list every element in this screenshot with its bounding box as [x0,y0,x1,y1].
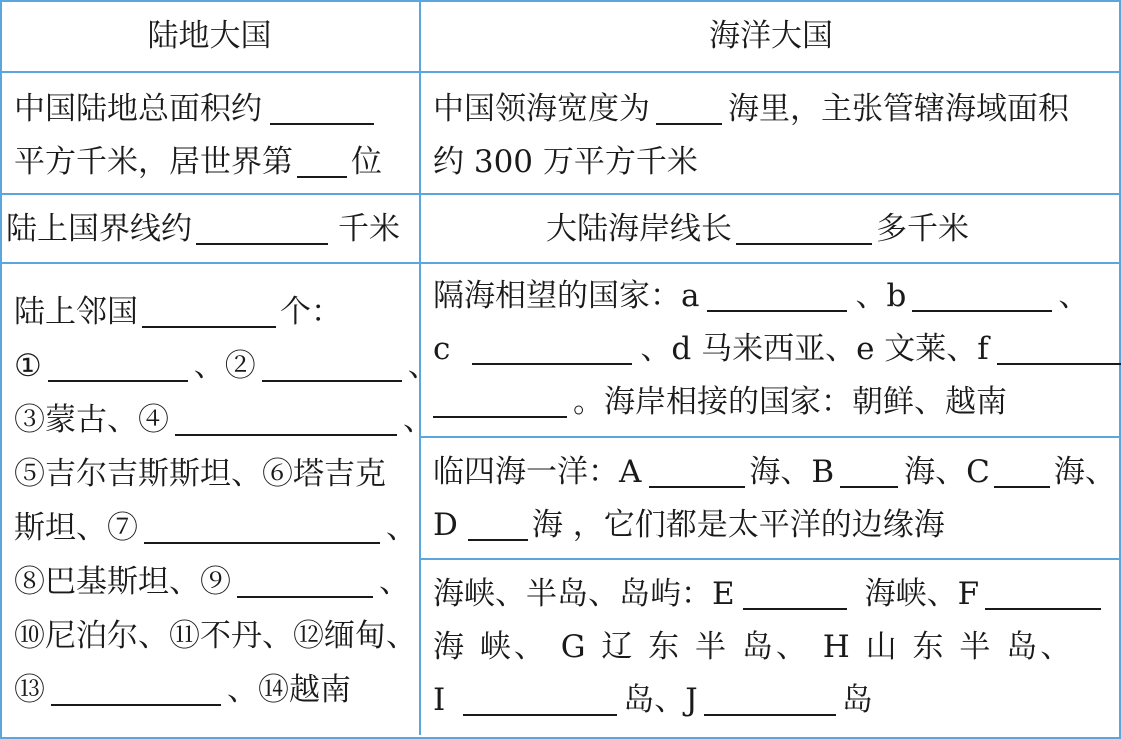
row-divider [0,71,1121,73]
blank-coastline[interactable] [736,213,872,245]
text: 海 ，它们都是太平洋的边缘海 [531,507,945,543]
text: 中国陆地总面积约 [14,91,262,127]
text: 千米 [338,211,400,247]
text: D [433,507,458,543]
blank-land-border[interactable] [196,213,328,245]
text: 海、 [1053,454,1116,490]
straits-line [433,621,1101,674]
sea-area-line1 [433,83,1069,136]
straits-line [433,568,1101,621]
neighbors-line [14,501,439,555]
neighbors-line [14,339,439,393]
blank-country-b[interactable] [912,280,1052,312]
blank-territorial-sea[interactable] [656,93,722,125]
text: c [433,331,451,367]
text: 海、C [904,454,990,490]
blank-country-f-cont[interactable] [433,386,567,418]
blank-country-f[interactable] [997,333,1121,365]
text: 隔海相望的国家：a [433,278,700,314]
text: ⑤吉尔吉斯斯坦、⑥塔吉克 [14,456,386,492]
blank-sea-c[interactable] [994,456,1050,488]
blank-neighbor-7[interactable] [144,512,380,544]
text: 、 [403,402,434,438]
text: ⑬ [14,672,45,708]
neighbors-line [14,609,439,663]
text: 、 [407,348,439,384]
text: 中国领海宽度为 [433,91,650,127]
blank-country-c[interactable] [472,333,632,365]
blank-sea-b[interactable] [840,456,898,488]
text: 海峡、半岛、岛屿：E [433,576,735,612]
text: 大陆海岸线长 [546,211,732,247]
text: 平方千米，居世界第 [14,144,293,180]
land-area-cell [14,83,382,189]
text: 斯坦、⑦ [14,510,138,546]
neighbors-line [14,555,439,609]
four-seas-line [433,446,1116,499]
text: I [433,682,446,718]
neighbors-line [14,663,439,717]
coastline-cell [546,203,969,256]
land-neighbors-cell [14,285,439,717]
blank-strait-e[interactable] [743,578,847,610]
text: 岛 [841,682,873,718]
text: ⑧巴基斯坦、⑨ [14,564,231,600]
straits-line [433,674,1101,727]
neighbors-line [14,447,439,501]
text: 、 [1058,278,1090,314]
sea-neighbors-cell [433,270,1121,429]
sea-neighbors-line [433,323,1121,376]
text: 临四海一洋：A [433,454,642,490]
sea-neighbors-line [433,376,1121,429]
row-divider [421,436,1121,438]
blank-neighbor-1[interactable] [48,350,188,382]
text: 、② [193,348,256,384]
blank-strait-f[interactable] [985,578,1101,610]
blank-neighbor-4[interactable] [175,404,397,436]
blank-land-area[interactable] [270,93,374,125]
blank-country-a[interactable] [707,280,847,312]
blank-neighbor-13[interactable] [51,674,221,706]
row-divider [0,262,1121,264]
four-seas-cell [433,446,1116,552]
text: 。海岸相接的国家：朝鲜、越南 [573,384,1007,420]
blank-land-rank[interactable] [297,146,347,178]
text: ⑩尼泊尔、⑪不丹、⑫缅甸、 [14,618,417,654]
text: 陆上邻国 [14,294,138,330]
four-seas-line [433,499,1116,552]
neighbors-line [14,393,439,447]
text: 海峡、F [864,576,980,612]
row-divider [421,558,1121,560]
blank-island-j[interactable] [704,684,836,716]
text: 、b [855,278,907,314]
text: ① [14,348,42,384]
land-area-line1 [14,83,382,136]
text: 海 峡、 G 辽 东 半 岛、 H 山 东 半 岛、 [433,629,1075,665]
land-area-line2 [14,136,382,189]
blank-sea-a[interactable] [649,456,745,488]
text: 、⑭越南 [227,672,351,708]
text: 个： [280,294,342,330]
sea-area-cell [433,83,1069,189]
header-land-label: 陆地大国 [147,18,272,54]
blank-neighbor-9[interactable] [237,566,373,598]
text: 陆上国界线约 [6,211,192,247]
text: 海里，主张管辖海域面积 [728,91,1069,127]
row-divider [0,193,1121,195]
header-sea-label: 海洋大国 [709,18,833,54]
blank-island-i[interactable] [463,684,617,716]
sea-area-line2 [433,136,1069,189]
blank-neighbor-2[interactable] [262,350,402,382]
sea-neighbors-line [433,270,1121,323]
blank-sea-d[interactable] [468,509,528,541]
text: ③蒙古、④ [14,402,169,438]
neighbors-count-line [14,285,439,339]
header-sea-power [421,10,1121,63]
text: 海、B [749,454,835,490]
text: 岛、J [623,682,698,718]
text: 、 [386,510,417,546]
blank-neighbor-count[interactable] [142,296,276,328]
header-land-power [0,10,419,63]
text: 约 300 万平方千米 [433,144,698,180]
land-border-cell [6,203,400,256]
text: 、d 马来西亚、e 文莱、f [640,331,989,367]
text: 位 [351,144,382,180]
text: 、 [379,564,410,600]
text: 多千米 [876,211,969,247]
straits-cell [433,568,1101,727]
